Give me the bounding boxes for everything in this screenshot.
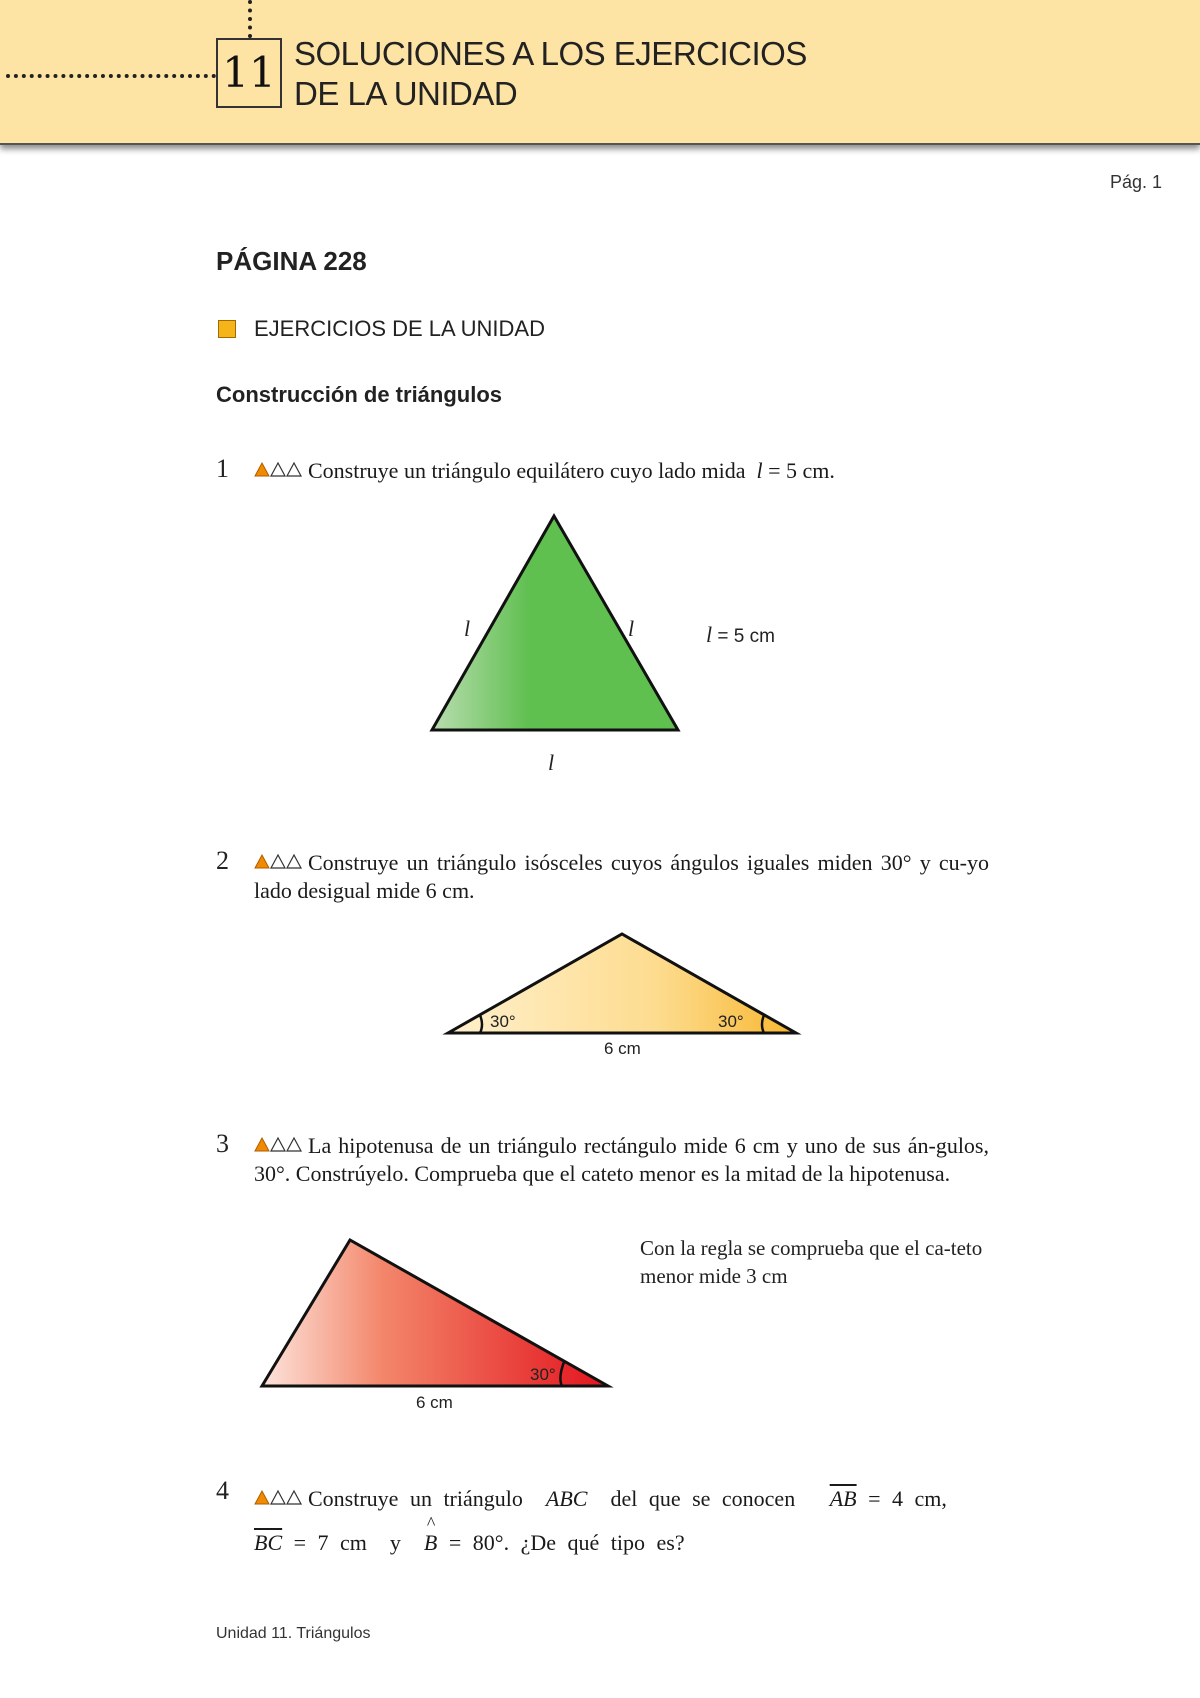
base-label: 6 cm (416, 1393, 453, 1412)
angle-label-right: 30° (718, 1012, 744, 1031)
segment-ab-value: = 4 cm, (856, 1486, 947, 1511)
page-footer: Unidad 11. Triángulos (216, 1625, 371, 1642)
exercise-4-statement-a: Construye un triángulo (308, 1486, 523, 1511)
side-length-legend (706, 622, 775, 647)
exercise-4-text (254, 1477, 989, 1565)
section-title: EJERCICIOS DE LA UNIDAD (254, 316, 545, 341)
exercise-3-statement: La hipotenusa de un triángulo rectángulo mide 6 cm y uno de sus án-gulos, 30°. Constrúyelo. Comprueba que el cateto menor es la mitad de la hipotenusa. (254, 1133, 989, 1186)
exercise-3-answer: Con la regla se comprueba que el ca-teto menor mide 3 cm (640, 1236, 983, 1288)
legend-variable: l (706, 622, 713, 647)
header-dotted-line (6, 74, 216, 78)
angle-b-value: = 80°. ¿De qué tipo es? (437, 1530, 685, 1555)
exercise-4-triangle-name: ABC (545, 1486, 588, 1511)
angle-label-left: 30° (490, 1012, 516, 1031)
angle-b (423, 1513, 438, 1565)
angle-hat-icon: ^ (426, 1513, 436, 1533)
side-label-bottom: l (548, 750, 555, 775)
header-dotted-line-vertical (248, 0, 252, 38)
difficulty-triangles-icon (254, 853, 302, 869)
right-triangle (262, 1240, 608, 1386)
header-title (294, 34, 807, 114)
right-triangle-figure (250, 1232, 620, 1417)
base-label: 6 cm (604, 1039, 641, 1058)
difficulty-triangles-icon (254, 1136, 302, 1152)
side-label-left: l (464, 616, 471, 641)
conjunction: y (389, 1530, 401, 1555)
segment-ab: $\overline{AB}$ (829, 1486, 857, 1511)
exercise-3-number: 3 (216, 1129, 229, 1158)
angle-b-letter: B (423, 1530, 438, 1555)
exercise-2-number: 2 (216, 846, 229, 875)
section-header (218, 316, 545, 342)
exercise-1-number: 1 (216, 454, 229, 483)
exercise-2-text (254, 849, 989, 905)
exercise-4-statement-b: del que se conocen (610, 1486, 796, 1511)
difficulty-triangles-icon (254, 1489, 302, 1505)
segment-bc-value: = 7 cm (282, 1530, 367, 1555)
angle-label: 30° (530, 1365, 556, 1384)
exercise-3-text (254, 1132, 989, 1188)
exercise-1-value: = 5 cm. (762, 458, 835, 483)
equilateral-triangle-figure (420, 508, 800, 778)
page-number: Pág. 1 (1109, 172, 1162, 192)
unit-number-box: 11 (216, 38, 282, 108)
legend-value: = 5 cm (712, 626, 775, 647)
exercise-4-number: 4 (216, 1476, 229, 1505)
isosceles-triangle-figure (440, 925, 810, 1060)
section-square-icon (218, 320, 236, 338)
page-heading: PÁGINA 228 (216, 246, 367, 276)
exercise-1-text (254, 457, 989, 485)
exercise-1-statement: Construye un triángulo equilátero cuyo lado mida (308, 458, 746, 483)
subsection-title: Construcción de triángulos (216, 382, 503, 407)
exercise-1-variable: l (756, 458, 763, 483)
header-title-line2: DE LA UNIDAD (294, 75, 518, 112)
header-title-line1: SOLUCIONES A LOS EJERCICIOS (294, 35, 807, 72)
segment-bc: $\overline{BC}$ (254, 1530, 283, 1555)
difficulty-triangles-icon (254, 461, 302, 477)
exercise-2-statement: Construye un triángulo isósceles cuyos ángulos iguales miden 30° y cu-yo lado desigual mide 6 cm. (254, 850, 989, 903)
side-label-right: l (628, 616, 635, 641)
